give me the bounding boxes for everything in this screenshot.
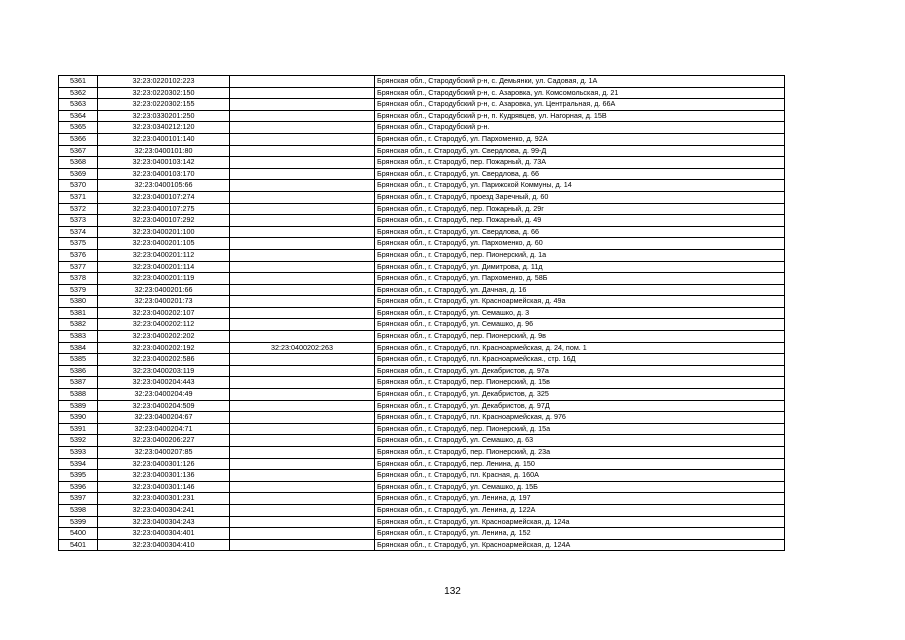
related-cadastral-number-cell bbox=[230, 99, 375, 111]
cadastral-number-cell: 32:23:0400301:231 bbox=[98, 493, 230, 505]
address-cell: Брянская обл., г. Стародуб, проезд Заречный, д. 60 bbox=[375, 191, 785, 203]
related-cadastral-number-cell bbox=[230, 447, 375, 459]
row-number-cell: 5398 bbox=[59, 504, 98, 516]
related-cadastral-number-cell bbox=[230, 412, 375, 424]
related-cadastral-number-cell bbox=[230, 249, 375, 261]
cadastral-number-cell: 32:23:0400201:112 bbox=[98, 249, 230, 261]
table-row bbox=[59, 133, 785, 145]
related-cadastral-number-cell bbox=[230, 76, 375, 88]
cadastral-number-cell: 32:23:0400201:114 bbox=[98, 261, 230, 273]
cadastral-number-cell: 32:23:0400107:274 bbox=[98, 191, 230, 203]
table-row bbox=[59, 377, 785, 389]
table-row bbox=[59, 470, 785, 482]
related-cadastral-number-cell bbox=[230, 180, 375, 192]
table-row bbox=[59, 261, 785, 273]
table-row bbox=[59, 412, 785, 424]
related-cadastral-number-cell bbox=[230, 273, 375, 285]
related-cadastral-number-cell bbox=[230, 365, 375, 377]
cadastral-number-cell: 32:23:0400202:112 bbox=[98, 319, 230, 331]
cadastral-number-cell: 32:23:0400301:126 bbox=[98, 458, 230, 470]
related-cadastral-number-cell bbox=[230, 470, 375, 482]
cadastral-number-cell: 32:23:0400301:146 bbox=[98, 481, 230, 493]
address-cell: Брянская обл., г. Стародуб, пер. Ленина, д. 150 bbox=[375, 458, 785, 470]
cadastral-number-cell: 32:23:0340212:120 bbox=[98, 122, 230, 134]
related-cadastral-number-cell bbox=[230, 307, 375, 319]
related-cadastral-number-cell: 32:23:0400202:263 bbox=[230, 342, 375, 354]
cadastral-number-cell: 32:23:0400204:443 bbox=[98, 377, 230, 389]
table-row bbox=[59, 122, 785, 134]
related-cadastral-number-cell bbox=[230, 504, 375, 516]
table-row bbox=[59, 157, 785, 169]
row-number-cell: 5400 bbox=[59, 528, 98, 540]
address-cell: Брянская обл., г. Стародуб, пер. Пионерский, д. 1а bbox=[375, 249, 785, 261]
table-row bbox=[59, 342, 785, 354]
cadastral-number-cell: 32:23:0400207:85 bbox=[98, 447, 230, 459]
table-row bbox=[59, 215, 785, 227]
address-cell: Брянская обл., г. Стародуб, ул. Свердлова, д. 66 bbox=[375, 168, 785, 180]
related-cadastral-number-cell bbox=[230, 284, 375, 296]
row-number-cell: 5396 bbox=[59, 481, 98, 493]
address-cell: Брянская обл., г. Стародуб, ул. Семашко, д. 15Б bbox=[375, 481, 785, 493]
table-row bbox=[59, 331, 785, 343]
row-number-cell: 5371 bbox=[59, 191, 98, 203]
cadastral-number-cell: 32:23:0400204:509 bbox=[98, 400, 230, 412]
table-row bbox=[59, 458, 785, 470]
row-number-cell: 5373 bbox=[59, 215, 98, 227]
table-row bbox=[59, 504, 785, 516]
address-cell: Брянская обл., г. Стародуб, пер. Пионерский, д. 15а bbox=[375, 423, 785, 435]
related-cadastral-number-cell bbox=[230, 528, 375, 540]
address-cell: Брянская обл., г. Стародуб, ул. Семашко, д. 96 bbox=[375, 319, 785, 331]
row-number-cell: 5399 bbox=[59, 516, 98, 528]
address-cell: Брянская обл., Стародубский р-н. bbox=[375, 122, 785, 134]
table-row bbox=[59, 447, 785, 459]
table-row bbox=[59, 191, 785, 203]
property-table bbox=[58, 75, 785, 551]
row-number-cell: 5383 bbox=[59, 331, 98, 343]
related-cadastral-number-cell bbox=[230, 122, 375, 134]
related-cadastral-number-cell bbox=[230, 319, 375, 331]
table-row bbox=[59, 284, 785, 296]
related-cadastral-number-cell bbox=[230, 261, 375, 273]
table-row bbox=[59, 481, 785, 493]
cadastral-number-cell: 32:23:0400201:105 bbox=[98, 238, 230, 250]
address-cell: Брянская обл., г. Стародуб, пер. Пожарный, д. 29г bbox=[375, 203, 785, 215]
row-number-cell: 5370 bbox=[59, 180, 98, 192]
table-row bbox=[59, 168, 785, 180]
address-cell: Брянская обл., Стародубский р-н, с. Демьянки, ул. Садовая, д. 1А bbox=[375, 76, 785, 88]
table-row bbox=[59, 307, 785, 319]
address-cell: Брянская обл., г. Стародуб, ул. Декабристов, д. 325 bbox=[375, 389, 785, 401]
address-cell: Брянская обл., г. Стародуб, пер. Пожарный, д. 73А bbox=[375, 157, 785, 169]
related-cadastral-number-cell bbox=[230, 516, 375, 528]
row-number-cell: 5368 bbox=[59, 157, 98, 169]
table-row bbox=[59, 226, 785, 238]
cadastral-number-cell: 32:23:0220302:155 bbox=[98, 99, 230, 111]
table-row bbox=[59, 400, 785, 412]
row-number-cell: 5362 bbox=[59, 87, 98, 99]
address-cell: Брянская обл., г. Стародуб, пл. Красноармейская, д. 976 bbox=[375, 412, 785, 424]
address-cell: Брянская обл., г. Стародуб, ул. Декабристов, д. 97Д bbox=[375, 400, 785, 412]
table-row bbox=[59, 99, 785, 111]
cadastral-number-cell: 32:23:0400201:73 bbox=[98, 296, 230, 308]
address-cell: Брянская обл., г. Стародуб, пер. Пионерский, д. 23а bbox=[375, 447, 785, 459]
row-number-cell: 5390 bbox=[59, 412, 98, 424]
related-cadastral-number-cell bbox=[230, 133, 375, 145]
row-number-cell: 5374 bbox=[59, 226, 98, 238]
related-cadastral-number-cell bbox=[230, 296, 375, 308]
address-cell: Брянская обл., г. Стародуб, ул. Ленина, д. 152 bbox=[375, 528, 785, 540]
table-row bbox=[59, 389, 785, 401]
cadastral-number-cell: 32:23:0400304:241 bbox=[98, 504, 230, 516]
table-row bbox=[59, 493, 785, 505]
table-row bbox=[59, 76, 785, 88]
related-cadastral-number-cell bbox=[230, 435, 375, 447]
row-number-cell: 5369 bbox=[59, 168, 98, 180]
related-cadastral-number-cell bbox=[230, 493, 375, 505]
related-cadastral-number-cell bbox=[230, 110, 375, 122]
related-cadastral-number-cell bbox=[230, 400, 375, 412]
cadastral-number-cell: 32:23:0400204:67 bbox=[98, 412, 230, 424]
table-row bbox=[59, 145, 785, 157]
row-number-cell: 5381 bbox=[59, 307, 98, 319]
table-row bbox=[59, 249, 785, 261]
cadastral-number-cell: 32:23:0400202:192 bbox=[98, 342, 230, 354]
address-cell: Брянская обл., г. Стародуб, ул. Димитрова, д. 11д bbox=[375, 261, 785, 273]
cadastral-number-cell: 32:23:0400204:71 bbox=[98, 423, 230, 435]
table-row bbox=[59, 238, 785, 250]
cadastral-number-cell: 32:23:0400107:275 bbox=[98, 203, 230, 215]
related-cadastral-number-cell bbox=[230, 226, 375, 238]
row-number-cell: 5384 bbox=[59, 342, 98, 354]
row-number-cell: 5397 bbox=[59, 493, 98, 505]
cadastral-number-cell: 32:23:0400103:170 bbox=[98, 168, 230, 180]
related-cadastral-number-cell bbox=[230, 389, 375, 401]
row-number-cell: 5389 bbox=[59, 400, 98, 412]
address-cell: Брянская обл., г. Стародуб, ул. Пархоменко, д. 58Б bbox=[375, 273, 785, 285]
page-number: 132 bbox=[444, 586, 461, 597]
related-cadastral-number-cell bbox=[230, 203, 375, 215]
address-cell: Брянская обл., г. Стародуб, ул. Парижской Коммуны, д. 14 bbox=[375, 180, 785, 192]
address-cell: Брянская обл., г. Стародуб, пл. Красноармейская., стр. 16Д bbox=[375, 354, 785, 366]
table-row bbox=[59, 423, 785, 435]
related-cadastral-number-cell bbox=[230, 168, 375, 180]
row-number-cell: 5363 bbox=[59, 99, 98, 111]
related-cadastral-number-cell bbox=[230, 331, 375, 343]
related-cadastral-number-cell bbox=[230, 377, 375, 389]
related-cadastral-number-cell bbox=[230, 145, 375, 157]
cadastral-number-cell: 32:23:0220102:223 bbox=[98, 76, 230, 88]
related-cadastral-number-cell bbox=[230, 87, 375, 99]
row-number-cell: 5378 bbox=[59, 273, 98, 285]
address-cell: Брянская обл., г. Стародуб, ул. Ленина, д. 197 bbox=[375, 493, 785, 505]
table-row bbox=[59, 528, 785, 540]
address-cell: Брянская обл., г. Стародуб, ул. Красноармейская, д. 124А bbox=[375, 539, 785, 551]
address-cell: Брянская обл., Стародубский р-н, с. Азаровка, ул. Комсомольская, д. 21 bbox=[375, 87, 785, 99]
row-number-cell: 5385 bbox=[59, 354, 98, 366]
address-cell: Брянская обл., г. Стародуб, пл. Красноармейская, д. 24, пом. 1 bbox=[375, 342, 785, 354]
address-cell: Брянская обл., Стародубский р-н, п. Кудрявцев, ул. Нагорная, д. 15В bbox=[375, 110, 785, 122]
cadastral-number-cell: 32:23:0400206:227 bbox=[98, 435, 230, 447]
table-row bbox=[59, 203, 785, 215]
row-number-cell: 5401 bbox=[59, 539, 98, 551]
cadastral-number-cell: 32:23:0400101:140 bbox=[98, 133, 230, 145]
address-cell: Брянская обл., г. Стародуб, ул. Красноармейская, д. 49а bbox=[375, 296, 785, 308]
table-row bbox=[59, 296, 785, 308]
row-number-cell: 5377 bbox=[59, 261, 98, 273]
table-row bbox=[59, 180, 785, 192]
address-cell: Брянская обл., Стародубский р-н, с. Азаровка, ул. Центральная, д. 66А bbox=[375, 99, 785, 111]
cadastral-number-cell: 32:23:0220302:150 bbox=[98, 87, 230, 99]
address-cell: Брянская обл., г. Стародуб, ул. Семашко, д. 63 bbox=[375, 435, 785, 447]
table-row bbox=[59, 365, 785, 377]
row-number-cell: 5382 bbox=[59, 319, 98, 331]
address-cell: Брянская обл., г. Стародуб, пл. Красная, д. 160А bbox=[375, 470, 785, 482]
cadastral-number-cell: 32:23:0400105:66 bbox=[98, 180, 230, 192]
row-number-cell: 5393 bbox=[59, 447, 98, 459]
cadastral-number-cell: 32:23:0400201:100 bbox=[98, 226, 230, 238]
table-row bbox=[59, 273, 785, 285]
row-number-cell: 5376 bbox=[59, 249, 98, 261]
row-number-cell: 5366 bbox=[59, 133, 98, 145]
row-number-cell: 5387 bbox=[59, 377, 98, 389]
address-cell: Брянская обл., г. Стародуб, ул. Декабристов, д. 97а bbox=[375, 365, 785, 377]
related-cadastral-number-cell bbox=[230, 481, 375, 493]
cadastral-number-cell: 32:23:0400103:142 bbox=[98, 157, 230, 169]
related-cadastral-number-cell bbox=[230, 423, 375, 435]
table-body bbox=[59, 76, 785, 551]
address-cell: Брянская обл., г. Стародуб, ул. Красноармейская, д. 124а bbox=[375, 516, 785, 528]
table-row bbox=[59, 354, 785, 366]
cadastral-number-cell: 32:23:0330201:250 bbox=[98, 110, 230, 122]
related-cadastral-number-cell bbox=[230, 458, 375, 470]
cadastral-number-cell: 32:23:0400107:292 bbox=[98, 215, 230, 227]
row-number-cell: 5380 bbox=[59, 296, 98, 308]
cadastral-number-cell: 32:23:0400202:586 bbox=[98, 354, 230, 366]
row-number-cell: 5386 bbox=[59, 365, 98, 377]
cadastral-number-cell: 32:23:0400202:202 bbox=[98, 331, 230, 343]
cadastral-number-cell: 32:23:0400304:401 bbox=[98, 528, 230, 540]
row-number-cell: 5375 bbox=[59, 238, 98, 250]
related-cadastral-number-cell bbox=[230, 215, 375, 227]
cadastral-number-cell: 32:23:0400201:66 bbox=[98, 284, 230, 296]
cadastral-number-cell: 32:23:0400304:243 bbox=[98, 516, 230, 528]
table-row bbox=[59, 319, 785, 331]
row-number-cell: 5395 bbox=[59, 470, 98, 482]
table-row bbox=[59, 539, 785, 551]
cadastral-number-cell: 32:23:0400101:80 bbox=[98, 145, 230, 157]
row-number-cell: 5379 bbox=[59, 284, 98, 296]
address-cell: Брянская обл., г. Стародуб, пер. Пионерский, д. 15в bbox=[375, 377, 785, 389]
address-cell: Брянская обл., г. Стародуб, ул. Ленина, д. 122А bbox=[375, 504, 785, 516]
row-number-cell: 5388 bbox=[59, 389, 98, 401]
table-row bbox=[59, 87, 785, 99]
cadastral-number-cell: 32:23:0400301:136 bbox=[98, 470, 230, 482]
address-cell: Брянская обл., г. Стародуб, ул. Пархоменко, д. 60 bbox=[375, 238, 785, 250]
related-cadastral-number-cell bbox=[230, 238, 375, 250]
address-cell: Брянская обл., г. Стародуб, пер. Пионерский, д. 9в bbox=[375, 331, 785, 343]
row-number-cell: 5364 bbox=[59, 110, 98, 122]
row-number-cell: 5361 bbox=[59, 76, 98, 88]
cadastral-number-cell: 32:23:0400202:107 bbox=[98, 307, 230, 319]
cadastral-number-cell: 32:23:0400203:119 bbox=[98, 365, 230, 377]
cadastral-number-cell: 32:23:0400204:49 bbox=[98, 389, 230, 401]
table-row bbox=[59, 516, 785, 528]
related-cadastral-number-cell bbox=[230, 539, 375, 551]
row-number-cell: 5394 bbox=[59, 458, 98, 470]
related-cadastral-number-cell bbox=[230, 354, 375, 366]
address-cell: Брянская обл., г. Стародуб, ул. Свердлова, д. 99-Д bbox=[375, 145, 785, 157]
row-number-cell: 5367 bbox=[59, 145, 98, 157]
cadastral-number-cell: 32:23:0400201:119 bbox=[98, 273, 230, 285]
related-cadastral-number-cell bbox=[230, 157, 375, 169]
address-cell: Брянская обл., г. Стародуб, ул. Свердлова, д. 66 bbox=[375, 226, 785, 238]
row-number-cell: 5372 bbox=[59, 203, 98, 215]
table-row bbox=[59, 435, 785, 447]
row-number-cell: 5392 bbox=[59, 435, 98, 447]
row-number-cell: 5391 bbox=[59, 423, 98, 435]
address-cell: Брянская обл., г. Стародуб, ул. Пархоменко, д. 92А bbox=[375, 133, 785, 145]
address-cell: Брянская обл., г. Стародуб, ул. Дачная, д. 16 bbox=[375, 284, 785, 296]
related-cadastral-number-cell bbox=[230, 191, 375, 203]
table-row bbox=[59, 110, 785, 122]
address-cell: Брянская обл., г. Стародуб, ул. Семашко, д. 3 bbox=[375, 307, 785, 319]
row-number-cell: 5365 bbox=[59, 122, 98, 134]
address-cell: Брянская обл., г. Стародуб, пер. Пожарный, д. 49 bbox=[375, 215, 785, 227]
cadastral-number-cell: 32:23:0400304:410 bbox=[98, 539, 230, 551]
